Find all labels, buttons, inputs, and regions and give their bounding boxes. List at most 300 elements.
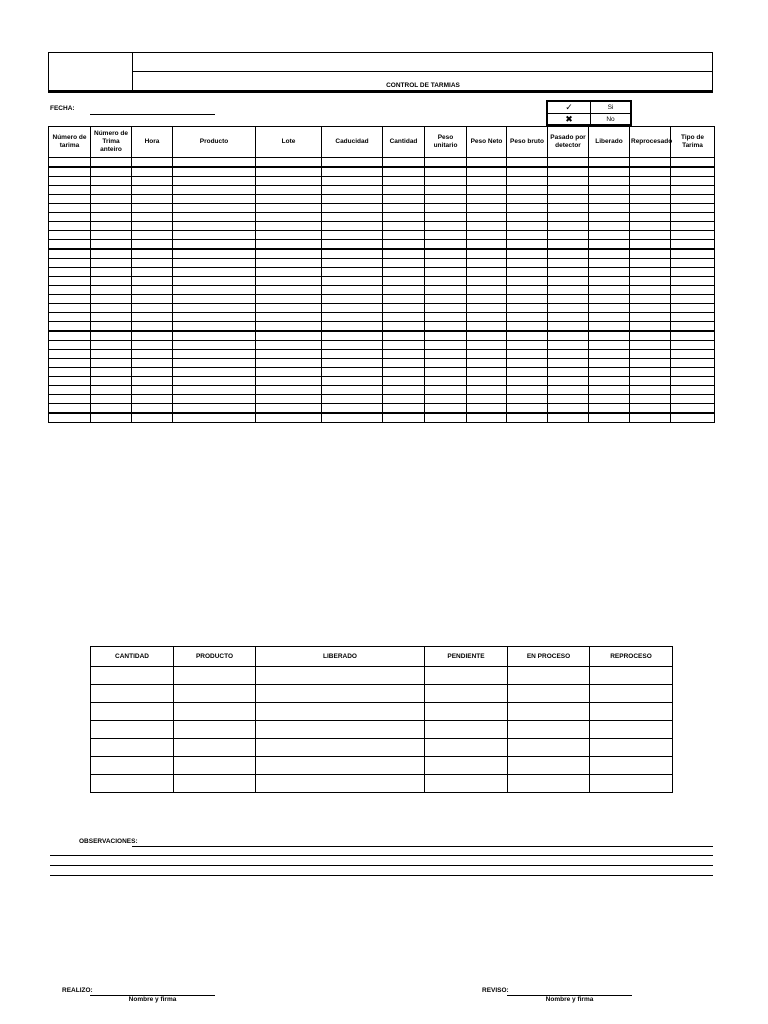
table-cell[interactable] [132, 240, 173, 250]
table-cell[interactable] [630, 322, 671, 332]
table-cell[interactable] [467, 222, 507, 231]
table-cell[interactable] [49, 404, 91, 414]
table-cell[interactable] [173, 386, 256, 395]
table-cell[interactable] [548, 240, 589, 250]
table-cell[interactable] [322, 331, 383, 341]
table-cell[interactable] [91, 368, 132, 377]
table-cell[interactable] [630, 341, 671, 350]
table-cell[interactable] [322, 158, 383, 168]
table-cell[interactable] [589, 350, 630, 359]
table-cell[interactable] [507, 259, 548, 268]
table-cell[interactable] [173, 395, 256, 404]
table-cell[interactable] [467, 186, 507, 195]
table-cell[interactable] [425, 240, 467, 250]
table-cell[interactable] [507, 231, 548, 240]
table-cell[interactable] [425, 395, 467, 404]
summary-cell[interactable] [508, 685, 590, 703]
summary-cell[interactable] [508, 739, 590, 757]
table-cell[interactable] [132, 286, 173, 295]
table-cell[interactable] [173, 167, 256, 177]
table-cell[interactable] [467, 213, 507, 222]
table-cell[interactable] [507, 404, 548, 414]
table-cell[interactable] [383, 404, 425, 414]
table-cell[interactable] [589, 240, 630, 250]
table-cell[interactable] [91, 240, 132, 250]
table-cell[interactable] [256, 413, 322, 423]
table-cell[interactable] [671, 186, 715, 195]
table-cell[interactable] [132, 186, 173, 195]
table-cell[interactable] [322, 195, 383, 204]
table-cell[interactable] [173, 158, 256, 168]
table-cell[interactable] [173, 195, 256, 204]
summary-cell[interactable] [590, 775, 673, 793]
table-cell[interactable] [671, 368, 715, 377]
table-cell[interactable] [630, 195, 671, 204]
fecha-field[interactable] [90, 114, 215, 115]
summary-cell[interactable] [590, 667, 673, 685]
table-cell[interactable] [322, 368, 383, 377]
table-cell[interactable] [132, 295, 173, 304]
table-cell[interactable] [548, 204, 589, 213]
table-cell[interactable] [589, 386, 630, 395]
table-cell[interactable] [91, 322, 132, 332]
table-cell[interactable] [49, 231, 91, 240]
table-cell[interactable] [507, 167, 548, 177]
table-cell[interactable] [91, 313, 132, 322]
table-cell[interactable] [671, 359, 715, 368]
table-cell[interactable] [49, 313, 91, 322]
table-cell[interactable] [425, 359, 467, 368]
table-cell[interactable] [383, 313, 425, 322]
table-cell[interactable] [630, 277, 671, 286]
table-cell[interactable] [548, 313, 589, 322]
table-cell[interactable] [671, 259, 715, 268]
table-cell[interactable] [630, 177, 671, 186]
summary-cell[interactable] [256, 721, 425, 739]
table-cell[interactable] [132, 313, 173, 322]
table-cell[interactable] [256, 286, 322, 295]
table-cell[interactable] [322, 404, 383, 414]
table-cell[interactable] [671, 377, 715, 386]
table-cell[interactable] [256, 259, 322, 268]
summary-cell[interactable] [508, 721, 590, 739]
table-cell[interactable] [589, 186, 630, 195]
table-cell[interactable] [507, 222, 548, 231]
summary-cell[interactable] [174, 685, 256, 703]
table-cell[interactable] [49, 304, 91, 313]
table-cell[interactable] [630, 304, 671, 313]
table-cell[interactable] [256, 395, 322, 404]
table-cell[interactable] [589, 204, 630, 213]
table-cell[interactable] [467, 177, 507, 186]
summary-cell[interactable] [425, 757, 508, 775]
table-cell[interactable] [589, 359, 630, 368]
summary-cell[interactable] [174, 703, 256, 721]
table-cell[interactable] [548, 377, 589, 386]
table-cell[interactable] [589, 304, 630, 313]
table-cell[interactable] [589, 195, 630, 204]
table-cell[interactable] [132, 213, 173, 222]
summary-cell[interactable] [508, 667, 590, 685]
table-cell[interactable] [630, 404, 671, 414]
table-cell[interactable] [671, 286, 715, 295]
table-cell[interactable] [173, 304, 256, 313]
table-cell[interactable] [173, 331, 256, 341]
table-cell[interactable] [548, 277, 589, 286]
table-cell[interactable] [467, 277, 507, 286]
table-cell[interactable] [507, 195, 548, 204]
table-cell[interactable] [467, 268, 507, 277]
table-cell[interactable] [173, 222, 256, 231]
table-cell[interactable] [548, 386, 589, 395]
table-cell[interactable] [383, 259, 425, 268]
summary-cell[interactable] [174, 739, 256, 757]
table-cell[interactable] [548, 186, 589, 195]
table-cell[interactable] [91, 213, 132, 222]
table-cell[interactable] [630, 295, 671, 304]
summary-cell[interactable] [91, 739, 174, 757]
table-cell[interactable] [671, 304, 715, 313]
summary-cell[interactable] [174, 667, 256, 685]
table-cell[interactable] [425, 304, 467, 313]
table-cell[interactable] [671, 158, 715, 168]
table-cell[interactable] [322, 395, 383, 404]
table-cell[interactable] [383, 249, 425, 259]
table-cell[interactable] [630, 158, 671, 168]
table-cell[interactable] [589, 277, 630, 286]
summary-cell[interactable] [590, 703, 673, 721]
table-cell[interactable] [507, 368, 548, 377]
table-cell[interactable] [91, 377, 132, 386]
table-cell[interactable] [256, 295, 322, 304]
table-cell[interactable] [548, 359, 589, 368]
table-cell[interactable] [467, 331, 507, 341]
table-cell[interactable] [589, 268, 630, 277]
table-cell[interactable] [630, 286, 671, 295]
table-cell[interactable] [322, 413, 383, 423]
table-cell[interactable] [256, 213, 322, 222]
table-cell[interactable] [383, 286, 425, 295]
table-cell[interactable] [49, 368, 91, 377]
table-cell[interactable] [173, 177, 256, 186]
table-cell[interactable] [322, 222, 383, 231]
table-cell[interactable] [132, 277, 173, 286]
table-cell[interactable] [322, 204, 383, 213]
table-cell[interactable] [383, 268, 425, 277]
table-cell[interactable] [383, 322, 425, 332]
table-cell[interactable] [671, 167, 715, 177]
table-cell[interactable] [507, 322, 548, 332]
table-cell[interactable] [548, 158, 589, 168]
table-cell[interactable] [425, 213, 467, 222]
table-cell[interactable] [671, 413, 715, 423]
table-cell[interactable] [49, 213, 91, 222]
table-cell[interactable] [49, 240, 91, 250]
table-cell[interactable] [548, 331, 589, 341]
table-cell[interactable] [671, 404, 715, 414]
table-cell[interactable] [589, 158, 630, 168]
table-cell[interactable] [548, 222, 589, 231]
table-cell[interactable] [507, 377, 548, 386]
table-cell[interactable] [256, 240, 322, 250]
table-cell[interactable] [630, 249, 671, 259]
table-cell[interactable] [49, 167, 91, 177]
table-cell[interactable] [589, 395, 630, 404]
table-cell[interactable] [467, 259, 507, 268]
table-cell[interactable] [383, 177, 425, 186]
table-cell[interactable] [671, 231, 715, 240]
table-cell[interactable] [548, 268, 589, 277]
table-cell[interactable] [49, 277, 91, 286]
table-cell[interactable] [91, 386, 132, 395]
table-cell[interactable] [132, 222, 173, 231]
table-cell[interactable] [507, 350, 548, 359]
table-cell[interactable] [671, 195, 715, 204]
table-cell[interactable] [256, 322, 322, 332]
table-cell[interactable] [132, 322, 173, 332]
table-cell[interactable] [173, 377, 256, 386]
table-cell[interactable] [589, 313, 630, 322]
table-cell[interactable] [256, 368, 322, 377]
table-cell[interactable] [425, 259, 467, 268]
table-cell[interactable] [425, 186, 467, 195]
table-cell[interactable] [425, 231, 467, 240]
table-cell[interactable] [49, 386, 91, 395]
table-cell[interactable] [383, 359, 425, 368]
summary-cell[interactable] [91, 703, 174, 721]
summary-cell[interactable] [590, 757, 673, 775]
summary-cell[interactable] [590, 685, 673, 703]
table-cell[interactable] [548, 295, 589, 304]
table-cell[interactable] [589, 167, 630, 177]
summary-cell[interactable] [425, 703, 508, 721]
table-cell[interactable] [49, 249, 91, 259]
table-cell[interactable] [49, 413, 91, 423]
summary-cell[interactable] [590, 721, 673, 739]
table-cell[interactable] [507, 341, 548, 350]
table-cell[interactable] [256, 249, 322, 259]
table-cell[interactable] [91, 359, 132, 368]
table-cell[interactable] [383, 350, 425, 359]
table-cell[interactable] [322, 240, 383, 250]
table-cell[interactable] [425, 158, 467, 168]
table-cell[interactable] [467, 286, 507, 295]
table-cell[interactable] [132, 395, 173, 404]
table-cell[interactable] [173, 368, 256, 377]
table-cell[interactable] [256, 341, 322, 350]
table-cell[interactable] [507, 277, 548, 286]
table-cell[interactable] [173, 404, 256, 414]
table-cell[interactable] [173, 249, 256, 259]
table-cell[interactable] [548, 167, 589, 177]
table-cell[interactable] [548, 341, 589, 350]
table-cell[interactable] [630, 240, 671, 250]
table-cell[interactable] [383, 368, 425, 377]
table-cell[interactable] [91, 222, 132, 231]
table-cell[interactable] [383, 158, 425, 168]
summary-cell[interactable] [425, 739, 508, 757]
table-cell[interactable] [91, 404, 132, 414]
table-cell[interactable] [132, 331, 173, 341]
table-cell[interactable] [256, 359, 322, 368]
table-cell[interactable] [91, 259, 132, 268]
table-cell[interactable] [256, 331, 322, 341]
table-cell[interactable] [467, 413, 507, 423]
table-cell[interactable] [322, 186, 383, 195]
table-cell[interactable] [589, 368, 630, 377]
table-cell[interactable] [507, 386, 548, 395]
table-cell[interactable] [49, 377, 91, 386]
table-cell[interactable] [507, 413, 548, 423]
table-cell[interactable] [91, 158, 132, 168]
table-cell[interactable] [383, 240, 425, 250]
summary-cell[interactable] [174, 721, 256, 739]
table-cell[interactable] [256, 222, 322, 231]
table-cell[interactable] [91, 268, 132, 277]
table-cell[interactable] [256, 177, 322, 186]
table-cell[interactable] [49, 195, 91, 204]
table-cell[interactable] [173, 268, 256, 277]
summary-cell[interactable] [508, 775, 590, 793]
table-cell[interactable] [630, 167, 671, 177]
table-cell[interactable] [630, 395, 671, 404]
table-cell[interactable] [383, 295, 425, 304]
table-cell[interactable] [256, 195, 322, 204]
table-cell[interactable] [425, 368, 467, 377]
table-cell[interactable] [589, 377, 630, 386]
table-cell[interactable] [548, 259, 589, 268]
table-cell[interactable] [548, 368, 589, 377]
table-cell[interactable] [467, 158, 507, 168]
table-cell[interactable] [132, 413, 173, 423]
table-cell[interactable] [383, 195, 425, 204]
table-cell[interactable] [548, 231, 589, 240]
summary-cell[interactable] [174, 775, 256, 793]
summary-cell[interactable] [91, 685, 174, 703]
table-cell[interactable] [630, 331, 671, 341]
table-cell[interactable] [467, 167, 507, 177]
table-cell[interactable] [49, 286, 91, 295]
table-cell[interactable] [91, 249, 132, 259]
table-cell[interactable] [630, 231, 671, 240]
table-cell[interactable] [467, 313, 507, 322]
table-cell[interactable] [322, 304, 383, 313]
table-cell[interactable] [630, 368, 671, 377]
table-cell[interactable] [589, 322, 630, 332]
table-cell[interactable] [49, 359, 91, 368]
table-cell[interactable] [49, 350, 91, 359]
table-cell[interactable] [425, 404, 467, 414]
table-cell[interactable] [425, 222, 467, 231]
table-cell[interactable] [132, 341, 173, 350]
table-cell[interactable] [383, 213, 425, 222]
table-cell[interactable] [49, 259, 91, 268]
table-cell[interactable] [132, 350, 173, 359]
table-cell[interactable] [91, 177, 132, 186]
table-cell[interactable] [548, 213, 589, 222]
table-cell[interactable] [383, 413, 425, 423]
table-cell[interactable] [256, 158, 322, 168]
table-cell[interactable] [383, 277, 425, 286]
table-cell[interactable] [132, 249, 173, 259]
table-cell[interactable] [49, 331, 91, 341]
table-cell[interactable] [322, 359, 383, 368]
table-cell[interactable] [425, 277, 467, 286]
table-cell[interactable] [425, 331, 467, 341]
table-cell[interactable] [507, 304, 548, 313]
table-cell[interactable] [630, 377, 671, 386]
table-cell[interactable] [91, 167, 132, 177]
table-cell[interactable] [173, 313, 256, 322]
table-cell[interactable] [589, 231, 630, 240]
observaciones-line-3[interactable] [50, 865, 713, 866]
table-cell[interactable] [467, 322, 507, 332]
table-cell[interactable] [173, 186, 256, 195]
table-cell[interactable] [425, 295, 467, 304]
table-cell[interactable] [467, 295, 507, 304]
table-cell[interactable] [132, 304, 173, 313]
table-cell[interactable] [383, 231, 425, 240]
table-cell[interactable] [49, 158, 91, 168]
table-cell[interactable] [507, 331, 548, 341]
table-cell[interactable] [589, 286, 630, 295]
table-cell[interactable] [132, 268, 173, 277]
table-cell[interactable] [630, 413, 671, 423]
table-cell[interactable] [383, 222, 425, 231]
table-cell[interactable] [548, 177, 589, 186]
table-cell[interactable] [425, 195, 467, 204]
table-cell[interactable] [425, 167, 467, 177]
table-cell[interactable] [630, 359, 671, 368]
table-cell[interactable] [671, 350, 715, 359]
table-cell[interactable] [589, 213, 630, 222]
table-cell[interactable] [256, 186, 322, 195]
table-cell[interactable] [49, 295, 91, 304]
table-cell[interactable] [425, 413, 467, 423]
table-cell[interactable] [173, 231, 256, 240]
table-cell[interactable] [322, 386, 383, 395]
table-cell[interactable] [91, 350, 132, 359]
table-cell[interactable] [548, 395, 589, 404]
summary-cell[interactable] [256, 667, 425, 685]
table-cell[interactable] [173, 277, 256, 286]
table-cell[interactable] [173, 359, 256, 368]
table-cell[interactable] [507, 240, 548, 250]
table-cell[interactable] [49, 177, 91, 186]
table-cell[interactable] [589, 331, 630, 341]
table-cell[interactable] [132, 204, 173, 213]
table-cell[interactable] [548, 195, 589, 204]
table-cell[interactable] [49, 395, 91, 404]
table-cell[interactable] [173, 286, 256, 295]
table-cell[interactable] [589, 259, 630, 268]
summary-cell[interactable] [425, 775, 508, 793]
table-cell[interactable] [507, 177, 548, 186]
table-cell[interactable] [467, 249, 507, 259]
table-cell[interactable] [132, 359, 173, 368]
summary-cell[interactable] [508, 703, 590, 721]
table-cell[interactable] [91, 277, 132, 286]
table-cell[interactable] [91, 395, 132, 404]
table-cell[interactable] [425, 322, 467, 332]
summary-cell[interactable] [91, 775, 174, 793]
table-cell[interactable] [425, 204, 467, 213]
table-cell[interactable] [507, 249, 548, 259]
table-cell[interactable] [322, 313, 383, 322]
table-cell[interactable] [132, 195, 173, 204]
table-cell[interactable] [671, 295, 715, 304]
table-cell[interactable] [671, 386, 715, 395]
